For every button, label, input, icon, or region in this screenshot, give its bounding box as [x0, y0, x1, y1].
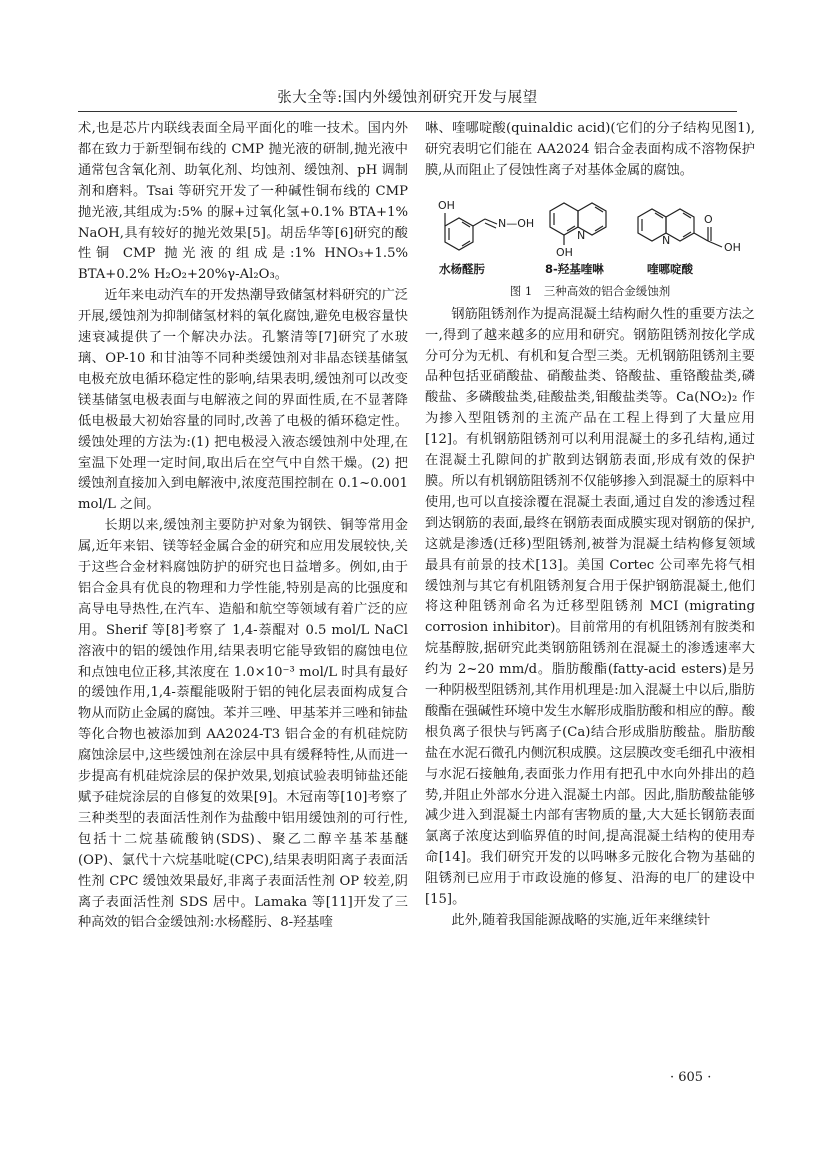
salicylaldoxime-noh: N—OH	[498, 216, 535, 230]
running-header: 张大全等:国内外缓蚀剂研究开发与展望	[277, 90, 538, 106]
paragraph-lamaka-cont: 啉、喹哪啶酸(quinaldic acid)(它们的分子结构见图1),研究表明它们能在 AA2024 铝合金表面构成不溶物保护膜,从而阻止了侵蚀性离子对基体金属的腐蚀。	[425, 121, 755, 178]
quinaldic-oh: OH	[724, 240, 741, 254]
quinaldic-n: N	[662, 233, 671, 247]
paragraph-cmp: 术,也是芯片内联线表面全局平面化的唯一技术。国内外都在致力于新型铜布线的 CMP 抛光液的研制,抛光液中通常包含氧化剂、助氧化剂、均蚀剂、缓蚀剂、pH 调制剂和磨料。Tsai 等研究开发了一种碱性铜布线的 CMP 抛光液,其组成为:5% 的脲+过氧化氢+0.1% BTA+1% NaOH,具有较好的抛光效果[5]。胡岳华等[6]研究的酸性铜 CMP 抛光液的组成是:1% HNO₃+1.5% BTA+0.2% H₂O₂+20%γ-Al₂O₃。	[78, 121, 408, 283]
figure-1	[425, 189, 755, 298]
paragraph-hydrogen-storage: 近年来电动汽车的开发热潮导致储氢材料研究的广泛开展,缓蚀剂为抑制储氢材料的氧化腐蚀,避免电极容量快速衰减提供了一个解决办法。孔繁清等[7]研究了水玻璃、OP-10 和甘油等不同种类缓蚀剂对非晶态镁基储氢电极充放电循环稳定性的影响,结果表明,缓蚀剂可以改变镁基储氢电极表面与电解液之间的界面性质,在不显著降低电极最大初始容量的同时,改善了电极的循环稳定性。缓蚀处理的方法为:(1) 把电极浸入液态缓蚀剂中处理,在室温下处理一定时间,取出后在空气中自然干燥。(2) 把缓蚀剂直接加入到电解液中,浓度范围控制在 0.1~0.001 mol/L 之间。	[78, 288, 408, 513]
left-column	[78, 119, 408, 934]
paragraph-rebar-inhibitors: 钢筋阻锈剂作为提高混凝土结构耐久性的重要方法之一,得到了越来越多的应用和研究。钢筋阻锈剂按化学成分可分为无机、有机和复合型三类。无机钢筋阻锈剂主要品种包括亚硝酸盐、硝酸盐类、铬酸盐、重铬酸盐类,磷酸盐、多磷酸盐类,硅酸盐类,钼酸盐类等。Ca(NO₂)₂ 作为掺入型阻锈剂的主流产品在工程上得到了大量应用[12]。有机钢筋阻锈剂可以利用混凝土的多孔结构,通过在混凝土孔隙间的扩散到达钢筋表面,形成有效的保护膜。所以有机钢筋阻锈剂不仅能够掺入到混凝土的原料中使用,也可以直接涂覆在混凝土表面,通过自发的渗透过程到达钢筋的表面,最终在钢筋表面成膜实现对钢筋的保护,这就是渗透(迁移)型阻锈剂,被誉为混凝土结构修复领域最具有前景的技术[13]。美国 Cortec 公司率先将气相缓蚀剂与其它有机阻锈剂复合用于保护钢筋混凝土,他们将这种阻锈剂命名为迁移型阻锈剂 MCI (migrating corrosion inhibitor)。目前常用的有机阻锈剂有胺类和烷基醇胺,据研究此类钢筋阻锈剂在混凝土的渗透速率大约为 2~20 mm/d。脂肪酸酯(fatty-acid esters)是另一种阴极型阻锈剂,其作用机理是:加入混凝土中以后,脂肪酸酯在强碱性环境中发生水解形成脂肪酸和相应的醇。酸根负离子很快与钙离子(Ca)结合形成脂肪酸盐。脂肪酸盐在水泥石微孔内侧沉积成膜。这层膜改变毛细孔中液相与水泥石接触角,表面张力作用有把孔中水向外排出的趋势,并阻止外部水分进入混凝土内部。因此,脂肪酸盐能够减少进入到混凝土内部有害物质的量,大大延长钢筋表面氯离子浓度达到临界值的时间,提高混凝土结构的使用寿命[14]。我们研究开发的以吗啉多元胺化合物为基础的阻锈剂已应用于市政设施的修复、沿海的电厂的建设中[15]。	[425, 306, 755, 908]
page-number: · 605 ·	[670, 1070, 712, 1085]
paragraph-energy-strategy: 此外,随着我国能源战略的实施,近年来继续针	[451, 913, 711, 928]
figure-label-quinaldic-acid: 喹哪啶酸	[647, 261, 693, 276]
figure-label-salicylaldoxime: 水杨醛肟	[439, 261, 485, 276]
quinoline-n: N	[577, 228, 586, 242]
salicylaldoxime-oh: OH	[438, 198, 455, 212]
header-rule	[78, 111, 737, 112]
paragraph-light-alloys: 长期以来,缓蚀剂主要防护对象为钢铁、铜等常用金属,近年来铝、镁等轻金属合金的研究和应用发展较快,关于这些合金材料腐蚀防护的研究也日益增多。例如,由于铝合金具有优良的物理和力学性能,特别是高的比强度和高导电导热性,在汽车、造船和航空等领域有着广泛的应用。Sherif 等[8]考察了 1,4-萘醌对 0.5 mol/L NaCl 溶液中的铝的缓蚀作用,结果表明它能导致铝的腐蚀电位和点蚀电位正移,其浓度在 1.0×10⁻³ mol/L 时具有最好的缓蚀作用,1,4-萘醌能吸附于铝的钝化层表面构成复合物从而防止金属的腐蚀。苯并三唑、甲基苯并三唑和铈盐等化合物也被添加到 AA2024-T3 铝合金的有机硅烷防腐蚀涂层中,这些缓蚀剂在涂层中具有缓释特性,从而进一步提高有机硅烷涂层的保护效果,划痕试验表明铈盐还能赋予硅烷涂层的自修复的效果[9]。木冠南等[10]考察了三种类型的表面活性剂作为盐酸中铝用缓蚀剂的可行性,包括十二烷基硫酸钠(SDS)、聚乙二醇辛基苯基醚(OP)、氯代十六烷基吡啶(CPC),结果表明阳离子表面活性剂 CPC 缓蚀效果最好,非离子表面活性剂 OP 较差,阴离子表面活性剂 SDS 居中。Lamaka 等[11]开发了三种高效的铝合金缓蚀剂:水杨醛肟、8-羟基喹	[78, 518, 408, 931]
quinaldic-o: O	[704, 212, 713, 226]
right-column	[425, 119, 755, 932]
figure-label-hydroxyquinoline: 8-羟基喹啉	[545, 261, 604, 276]
quinoline-oh: OH	[556, 245, 573, 259]
figure-caption: 图 1 三种高效的铝合金缓蚀剂	[509, 283, 671, 298]
